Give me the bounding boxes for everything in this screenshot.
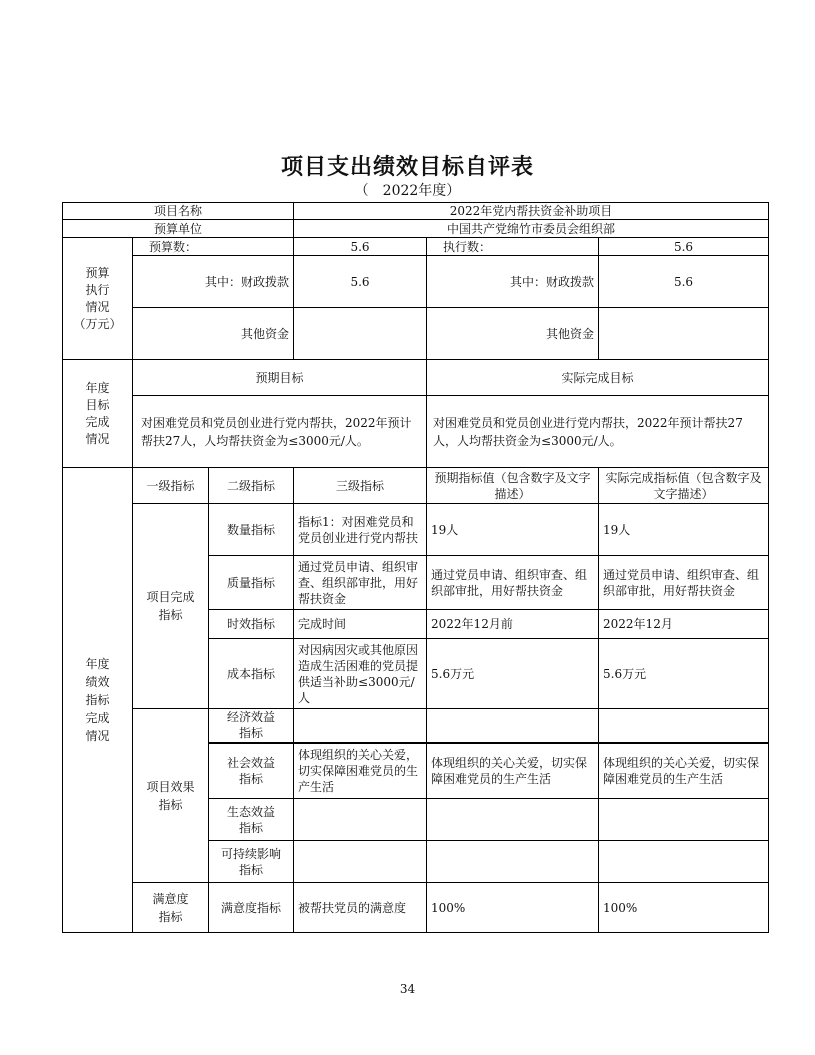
row-actual: 19人 (599, 504, 769, 556)
project-name-value: 2022年党内帮扶资金补助项目 (294, 203, 769, 220)
row-expected: 2022年12月前 (427, 610, 599, 639)
row-actual (599, 709, 769, 743)
row-expected: 5.6万元 (427, 639, 599, 709)
other-funds-value-actual (599, 308, 769, 360)
row-level2: 满意度指标 (209, 883, 294, 933)
other-funds-label: 其他资金 (133, 308, 294, 360)
other-funds-value (294, 308, 427, 360)
header-level1: 一级指标 (133, 468, 209, 504)
row-level3: 指标1：对困难党员和党员创业进行党内帮扶 (294, 504, 427, 556)
row-level2: 成本指标 (209, 639, 294, 709)
row-expected (427, 709, 599, 743)
executed-amount-value: 5.6 (599, 238, 769, 256)
row-level3: 通过党员申请、组织审查、组织部审批，用好帮扶资金 (294, 556, 427, 610)
expected-goal-header: 预期目标 (133, 360, 427, 396)
row-level2: 社会效益 指标 (209, 743, 294, 799)
row-actual: 体现组织的关心关爱，切实保障困难党员的生产生活 (599, 743, 769, 799)
row-expected (427, 841, 599, 883)
effect-group-label: 项目效果 指标 (133, 709, 209, 883)
row-expected: 通过党员申请、组织审查、组织部审批，用好帮扶资金 (427, 556, 599, 610)
actual-goal-text: 对困难党员和党员创业进行党内帮扶，2022年预计帮扶27人，人均帮扶资金为≤3000元/人。 (427, 396, 769, 468)
actual-goal-header: 实际完成目标 (427, 360, 769, 396)
row-level2: 生态效益 指标 (209, 799, 294, 841)
row-level2: 经济效益 指标 (209, 709, 294, 743)
row-level3 (294, 799, 427, 841)
row-actual (599, 841, 769, 883)
row-level3 (294, 841, 427, 883)
row-actual: 5.6万元 (599, 639, 769, 709)
row-level2: 数量指标 (209, 504, 294, 556)
row-level3 (294, 709, 427, 743)
row-actual: 100% (599, 883, 769, 933)
row-level3: 完成时间 (294, 610, 427, 639)
row-expected: 体现组织的关心关爱，切实保障困难党员的生产生活 (427, 743, 599, 799)
header-level3: 三级指标 (294, 468, 427, 504)
row-level2: 时效指标 (209, 610, 294, 639)
row-level2: 质量指标 (209, 556, 294, 610)
row-level3: 被帮扶党员的满意度 (294, 883, 427, 933)
page-subtitle: （ 2022年度） (354, 183, 461, 199)
satisfaction-group-label: 满意度 指标 (133, 883, 209, 933)
fiscal-alloc-label: 其中：财政拨款 (133, 256, 294, 308)
budget-amount-value: 5.6 (294, 238, 427, 256)
row-expected: 19人 (427, 504, 599, 556)
row-actual (599, 799, 769, 841)
fiscal-alloc-value-actual: 5.6 (599, 256, 769, 308)
expected-goal-text: 对困难党员和党员创业进行党内帮扶，2022年预计帮扶27人，人均帮扶资金为≤3000元/人。 (133, 396, 427, 468)
budget-unit-value: 中国共产党绵竹市委员会组织部 (294, 220, 769, 238)
output-group-label: 项目完成 指标 (133, 504, 209, 709)
row-actual: 通过党员申请、组织审查、组织部审批，用好帮扶资金 (599, 556, 769, 610)
budget-section-label: 预算 执行 情况 （万元） (63, 238, 133, 360)
row-expected: 100% (427, 883, 599, 933)
row-level2: 可持续影响 指标 (209, 841, 294, 883)
annual-goal-label: 年度 目标 完成 情况 (63, 360, 133, 468)
performance-table (62, 202, 769, 933)
row-expected (427, 799, 599, 841)
indicator-section-label: 年度 绩效 指标 完成 情况 (63, 468, 133, 933)
other-funds-label-actual: 其他资金 (427, 308, 599, 360)
header-expected-value: 预期指标值（包含数字及文字描述） (427, 468, 599, 504)
budget-unit-label: 预算单位 (63, 220, 294, 238)
header-actual-value: 实际完成指标值（包含数字及文字描述） (599, 468, 769, 504)
fiscal-alloc-value: 5.6 (294, 256, 427, 308)
project-name-label: 项目名称 (63, 203, 294, 220)
page-number: 34 (399, 982, 416, 996)
fiscal-alloc-label-actual: 其中：财政拨款 (427, 256, 599, 308)
row-actual: 2022年12月 (599, 610, 769, 639)
header-level2: 二级指标 (209, 468, 294, 504)
row-level3: 体现组织的关心关爱，切实保障困难党员的生产生活 (294, 743, 427, 799)
page-title: 项目支出绩效目标自评表 (280, 155, 534, 180)
row-level3: 对因病因灾或其他原因造成生活困难的党员提供适当补助≤3000元/人 (294, 639, 427, 709)
budget-amount-label: 预算数： (133, 238, 209, 256)
executed-amount-label: 执行数： (427, 238, 599, 256)
